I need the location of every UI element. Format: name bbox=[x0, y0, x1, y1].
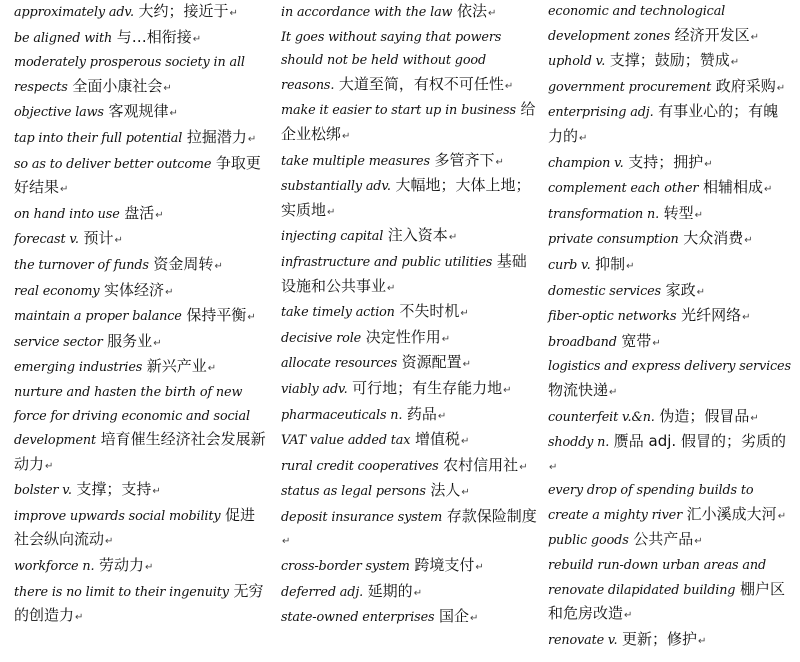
vocab-entry bbox=[14, 330, 266, 356]
paragraph-mark-icon: ↵ bbox=[153, 337, 162, 349]
chinese-translation: 经济开发区 bbox=[674, 25, 750, 44]
chinese-translation: 不失时机 bbox=[399, 302, 460, 321]
english-term: rebuild run-down urban areas and renovate dilapidated building bbox=[548, 558, 766, 598]
paragraph-mark-icon: ↵ bbox=[155, 209, 164, 221]
english-term: be aligned with bbox=[14, 30, 113, 46]
paragraph-mark-icon: ↵ bbox=[247, 312, 256, 324]
vocab-entry bbox=[281, 174, 537, 224]
english-term: deferred adj. bbox=[281, 584, 364, 600]
english-term: broadband bbox=[548, 334, 617, 350]
chinese-translation: 大道至简，有权不可任性 bbox=[338, 74, 504, 93]
paragraph-mark-icon: ↵ bbox=[45, 460, 54, 472]
vocab-entry bbox=[14, 304, 266, 330]
chinese-translation: 无穷的创造力 bbox=[14, 581, 264, 625]
english-term: transformation n. bbox=[548, 206, 660, 222]
chinese-translation: 跨境支付 bbox=[414, 556, 475, 575]
chinese-translation: 客观规律 bbox=[108, 102, 169, 121]
chinese-translation: 支持；拥护 bbox=[628, 152, 704, 171]
chinese-translation: 资源配置 bbox=[401, 353, 462, 372]
english-term: champion v. bbox=[548, 155, 624, 171]
chinese-translation: 棚户区和危房改造 bbox=[548, 579, 785, 623]
english-term: public goods bbox=[548, 533, 629, 549]
vocab-entry bbox=[281, 454, 537, 480]
paragraph-mark-icon: ↵ bbox=[750, 412, 759, 424]
english-term: substantially adv. bbox=[281, 179, 391, 195]
english-term: fiber-optic networks bbox=[548, 309, 677, 325]
vocab-entry bbox=[281, 605, 537, 631]
english-term: domestic services bbox=[548, 283, 661, 299]
paragraph-mark-icon: ↵ bbox=[475, 562, 484, 574]
vocab-entry bbox=[281, 224, 537, 250]
english-term: counterfeit v.&n. bbox=[548, 409, 655, 425]
vocab-entry bbox=[14, 227, 266, 253]
vocab-entry bbox=[281, 479, 537, 505]
english-term: rural credit cooperatives bbox=[281, 458, 439, 474]
paragraph-mark-icon: ↵ bbox=[152, 486, 161, 498]
english-term: It goes without saying that powers should not be held without good reasons. bbox=[281, 29, 502, 93]
vocab-entry bbox=[548, 176, 792, 202]
vocab-entry bbox=[548, 0, 792, 49]
english-term: so as to deliver better outcome bbox=[14, 156, 212, 172]
english-term: viably adv. bbox=[281, 381, 348, 397]
paragraph-mark-icon: ↵ bbox=[696, 286, 705, 298]
chinese-translation: 更新；修护 bbox=[622, 629, 698, 648]
vocab-entry bbox=[548, 479, 792, 528]
chinese-translation: 大幅地；大体上地；实质地 bbox=[281, 176, 531, 219]
vocab-entry bbox=[14, 126, 266, 152]
vocab-entry bbox=[281, 0, 537, 26]
vocab-entry bbox=[281, 428, 537, 454]
vocab-entry bbox=[548, 227, 792, 253]
chinese-translation: 预计 bbox=[83, 229, 114, 248]
chinese-translation: 延期的 bbox=[367, 581, 413, 600]
vocab-entry bbox=[548, 405, 792, 431]
english-term: state-owned enterprises bbox=[281, 610, 435, 626]
english-term: in accordance with the law bbox=[281, 5, 453, 20]
chinese-translation: 促进社会纵向流动 bbox=[14, 505, 256, 549]
paragraph-mark-icon: ↵ bbox=[214, 260, 223, 272]
english-term: enterprising adj. bbox=[548, 105, 654, 121]
english-term: every drop of spending builds to create a mighty river bbox=[548, 483, 754, 523]
paragraph-mark-icon: ↵ bbox=[413, 587, 423, 599]
chinese-translation: 新兴产业 bbox=[146, 357, 207, 376]
vocab-entry bbox=[548, 253, 792, 279]
chinese-translation: 保持平衡 bbox=[186, 306, 247, 325]
vocab-entry bbox=[14, 381, 266, 478]
vocab-entry bbox=[548, 151, 792, 177]
chinese-translation: 给企业松绑 bbox=[281, 100, 536, 143]
paragraph-mark-icon: ↵ bbox=[730, 57, 740, 69]
english-term: VAT value added tax bbox=[281, 433, 411, 449]
vocab-entry bbox=[281, 98, 537, 148]
paragraph-mark-icon: ↵ bbox=[437, 410, 447, 422]
chinese-translation: 家政 bbox=[665, 280, 696, 299]
english-term: improve upwards social mobility bbox=[14, 508, 221, 524]
english-term: curb v. bbox=[548, 257, 591, 273]
vocab-entry bbox=[14, 478, 266, 504]
chinese-translation: 宽带 bbox=[621, 331, 652, 350]
chinese-translation: 多管齐下 bbox=[434, 150, 495, 169]
vocab-entry bbox=[281, 403, 537, 429]
paragraph-mark-icon: ↵ bbox=[503, 384, 512, 396]
chinese-translation: 增值税 bbox=[414, 430, 460, 449]
english-term: workforce n. bbox=[14, 559, 95, 575]
paragraph-mark-icon: ↵ bbox=[519, 461, 528, 473]
english-term: injecting capital bbox=[281, 229, 384, 245]
chinese-translation: 大约；接近于 bbox=[138, 2, 229, 20]
paragraph-mark-icon: ↵ bbox=[60, 184, 69, 196]
chinese-translation: 资金周转 bbox=[153, 254, 214, 273]
english-term: moderately prosperous society in all respects bbox=[14, 55, 245, 95]
chinese-translation: 光纤网络 bbox=[681, 306, 742, 325]
paragraph-mark-icon: ↵ bbox=[763, 184, 773, 196]
paragraph-mark-icon: ↵ bbox=[624, 610, 633, 622]
vocabulary-column-1 bbox=[14, 0, 266, 630]
paragraph-mark-icon: ↵ bbox=[169, 108, 178, 120]
english-term: logistics and express delivery services bbox=[548, 359, 791, 375]
chinese-translation: 物流快递 bbox=[548, 380, 609, 399]
english-term: forecast v. bbox=[14, 232, 79, 248]
paragraph-mark-icon: ↵ bbox=[114, 235, 123, 247]
vocab-entry bbox=[14, 152, 266, 202]
vocab-entry bbox=[281, 300, 537, 326]
paragraph-mark-icon: ↵ bbox=[207, 363, 217, 375]
english-term: service sector bbox=[14, 334, 103, 350]
vocab-entry bbox=[14, 100, 266, 126]
chinese-translation: 可行地；有生存能力地 bbox=[352, 378, 503, 397]
english-term: government procurement bbox=[548, 79, 712, 95]
vocab-entry bbox=[14, 51, 266, 100]
paragraph-mark-icon: ↵ bbox=[487, 8, 497, 19]
english-term: status as legal persons bbox=[281, 484, 426, 500]
vocab-entry bbox=[548, 628, 792, 654]
chinese-translation: 存款保险制度 bbox=[446, 506, 537, 525]
chinese-translation: 争取更好结果 bbox=[14, 153, 261, 197]
vocabulary-column-3 bbox=[548, 0, 792, 653]
chinese-translation: 法人 bbox=[430, 481, 461, 500]
english-term: shoddy n. bbox=[548, 435, 610, 451]
chinese-translation: 相辅相成 bbox=[702, 178, 763, 197]
vocab-entry bbox=[14, 279, 266, 305]
chinese-translation: 与…相衔接 bbox=[116, 27, 192, 46]
chinese-translation: 赝品 adj. 假冒的；劣质的 bbox=[613, 432, 786, 451]
vocab-entry bbox=[548, 330, 792, 356]
english-term: take timely action bbox=[281, 305, 395, 321]
vocab-entry bbox=[281, 505, 537, 554]
paragraph-mark-icon: ↵ bbox=[698, 635, 707, 647]
chinese-translation: 依法 bbox=[456, 2, 487, 20]
vocab-entry bbox=[14, 202, 266, 228]
paragraph-mark-icon: ↵ bbox=[342, 130, 351, 142]
vocab-entry bbox=[548, 430, 792, 479]
vocab-entry bbox=[548, 355, 792, 404]
paragraph-mark-icon: ↵ bbox=[777, 510, 787, 522]
english-term: pharmaceuticals n. bbox=[281, 407, 403, 423]
vocab-entry bbox=[281, 554, 537, 580]
vocab-entry bbox=[548, 528, 792, 554]
vocab-entry bbox=[548, 49, 792, 75]
vocab-entry bbox=[281, 377, 537, 403]
paragraph-mark-icon: ↵ bbox=[744, 235, 753, 247]
paragraph-mark-icon: ↵ bbox=[105, 536, 114, 548]
paragraph-mark-icon: ↵ bbox=[461, 487, 470, 499]
paragraph-mark-icon: ↵ bbox=[247, 133, 257, 145]
vocab-entry bbox=[281, 351, 537, 377]
chinese-translation: 支撑；支持 bbox=[76, 480, 152, 499]
chinese-translation: 培育催生经济社会发展新动力 bbox=[14, 430, 266, 473]
vocab-entry bbox=[548, 554, 792, 628]
vocab-entry bbox=[548, 100, 792, 150]
english-term: complement each other bbox=[548, 181, 699, 197]
vocab-entry bbox=[281, 250, 537, 300]
english-term: objective laws bbox=[14, 105, 104, 121]
chinese-translation: 大众消费 bbox=[683, 229, 744, 248]
paragraph-mark-icon: ↵ bbox=[609, 386, 618, 398]
english-term: on hand into use bbox=[14, 206, 120, 222]
paragraph-mark-icon: ↵ bbox=[694, 209, 704, 221]
paragraph-mark-icon: ↵ bbox=[750, 31, 760, 43]
english-term: the turnover of funds bbox=[14, 257, 149, 273]
vocab-entry bbox=[14, 0, 266, 26]
english-term: bolster v. bbox=[14, 483, 72, 499]
english-term: maintain a proper balance bbox=[14, 309, 182, 325]
chinese-translation: 劳动力 bbox=[99, 556, 145, 575]
chinese-translation: 实体经济 bbox=[104, 280, 165, 299]
chinese-translation: 汇小溪成大河 bbox=[686, 504, 777, 523]
paragraph-mark-icon: ↵ bbox=[192, 33, 202, 45]
paragraph-mark-icon: ↵ bbox=[704, 158, 713, 170]
chinese-translation: 支撑；鼓励；赞成 bbox=[609, 51, 730, 70]
paragraph-mark-icon: ↵ bbox=[229, 8, 238, 19]
chinese-translation: 药品 bbox=[406, 404, 437, 423]
chinese-translation: 政府采购 bbox=[715, 76, 776, 95]
english-term: take multiple measures bbox=[281, 153, 430, 169]
chinese-translation: 伪造；假冒品 bbox=[659, 406, 750, 425]
paragraph-mark-icon: ↵ bbox=[694, 536, 703, 548]
vocab-entry bbox=[281, 149, 537, 175]
chinese-translation: 全面小康社会 bbox=[72, 76, 163, 95]
english-term: there is no limit to their ingenuity bbox=[14, 584, 229, 600]
english-term: real economy bbox=[14, 283, 100, 299]
chinese-translation: 基础设施和公共事业 bbox=[281, 251, 527, 295]
paragraph-mark-icon: ↵ bbox=[504, 80, 514, 92]
paragraph-mark-icon: ↵ bbox=[460, 308, 469, 320]
paragraph-mark-icon: ↵ bbox=[579, 132, 588, 144]
vocabulary-column-2 bbox=[281, 0, 537, 631]
paragraph-mark-icon: ↵ bbox=[75, 612, 84, 624]
vocab-entry bbox=[14, 554, 266, 580]
english-term: private consumption bbox=[548, 232, 679, 248]
vocab-entry bbox=[281, 580, 537, 606]
vocab-entry bbox=[14, 26, 266, 52]
paragraph-mark-icon: ↵ bbox=[327, 206, 336, 218]
vocab-entry bbox=[14, 355, 266, 381]
paragraph-mark-icon: ↵ bbox=[387, 282, 396, 294]
chinese-translation: 农村信用社 bbox=[443, 455, 519, 474]
paragraph-mark-icon: ↵ bbox=[776, 82, 786, 94]
paragraph-mark-icon: ↵ bbox=[145, 562, 154, 574]
vocab-entry bbox=[548, 202, 792, 228]
paragraph-mark-icon: ↵ bbox=[652, 337, 661, 349]
english-term: nurture and hasten the birth of new force for driving economic and social development bbox=[14, 384, 250, 449]
english-term: emerging industries bbox=[14, 360, 143, 376]
paragraph-mark-icon: ↵ bbox=[441, 333, 451, 345]
chinese-translation: 决定性作用 bbox=[365, 327, 441, 346]
english-term: make it easier to start up in business bbox=[281, 103, 516, 119]
paragraph-mark-icon: ↵ bbox=[460, 436, 470, 448]
chinese-translation: 转型 bbox=[663, 203, 694, 222]
paragraph-mark-icon: ↵ bbox=[282, 536, 291, 548]
chinese-translation: 拉掘潜力 bbox=[186, 127, 247, 146]
paragraph-mark-icon: ↵ bbox=[462, 359, 472, 371]
vocab-entry bbox=[281, 26, 537, 99]
vocab-entry bbox=[14, 504, 266, 554]
english-term: tap into their full potential bbox=[14, 130, 183, 146]
paragraph-mark-icon: ↵ bbox=[742, 312, 751, 324]
english-term: cross-border system bbox=[281, 559, 410, 575]
chinese-translation: 注入资本 bbox=[387, 226, 448, 245]
paragraph-mark-icon: ↵ bbox=[165, 286, 174, 298]
chinese-translation: 服务业 bbox=[107, 331, 153, 350]
english-term: deposit insurance system bbox=[281, 509, 443, 525]
english-term: uphold v. bbox=[548, 54, 606, 70]
paragraph-mark-icon: ↵ bbox=[448, 232, 458, 244]
paragraph-mark-icon: ↵ bbox=[495, 156, 504, 168]
vocab-entry bbox=[14, 253, 266, 279]
chinese-translation: 盘活 bbox=[124, 203, 155, 222]
paragraph-mark-icon: ↵ bbox=[163, 82, 172, 94]
paragraph-mark-icon: ↵ bbox=[470, 613, 479, 625]
vocab-entry bbox=[281, 326, 537, 352]
chinese-translation: 国企 bbox=[439, 607, 470, 626]
vocab-entry bbox=[548, 75, 792, 101]
vocab-entry bbox=[14, 580, 266, 630]
vocab-entry bbox=[548, 279, 792, 305]
chinese-translation: 抑制 bbox=[595, 254, 626, 273]
vocab-entry bbox=[548, 304, 792, 330]
paragraph-mark-icon: ↵ bbox=[549, 461, 558, 473]
paragraph-mark-icon: ↵ bbox=[626, 260, 635, 272]
english-term: approximately adv. bbox=[14, 5, 134, 20]
chinese-translation: 有事业心的；有魄力的 bbox=[548, 102, 779, 145]
english-term: allocate resources bbox=[281, 356, 398, 372]
english-term: renovate v. bbox=[548, 632, 618, 648]
english-term: decisive role bbox=[281, 330, 362, 346]
english-term: infrastructure and public utilities bbox=[281, 254, 493, 270]
english-term: economic and technological development zones bbox=[548, 4, 726, 44]
chinese-translation: 公共产品 bbox=[633, 530, 694, 549]
